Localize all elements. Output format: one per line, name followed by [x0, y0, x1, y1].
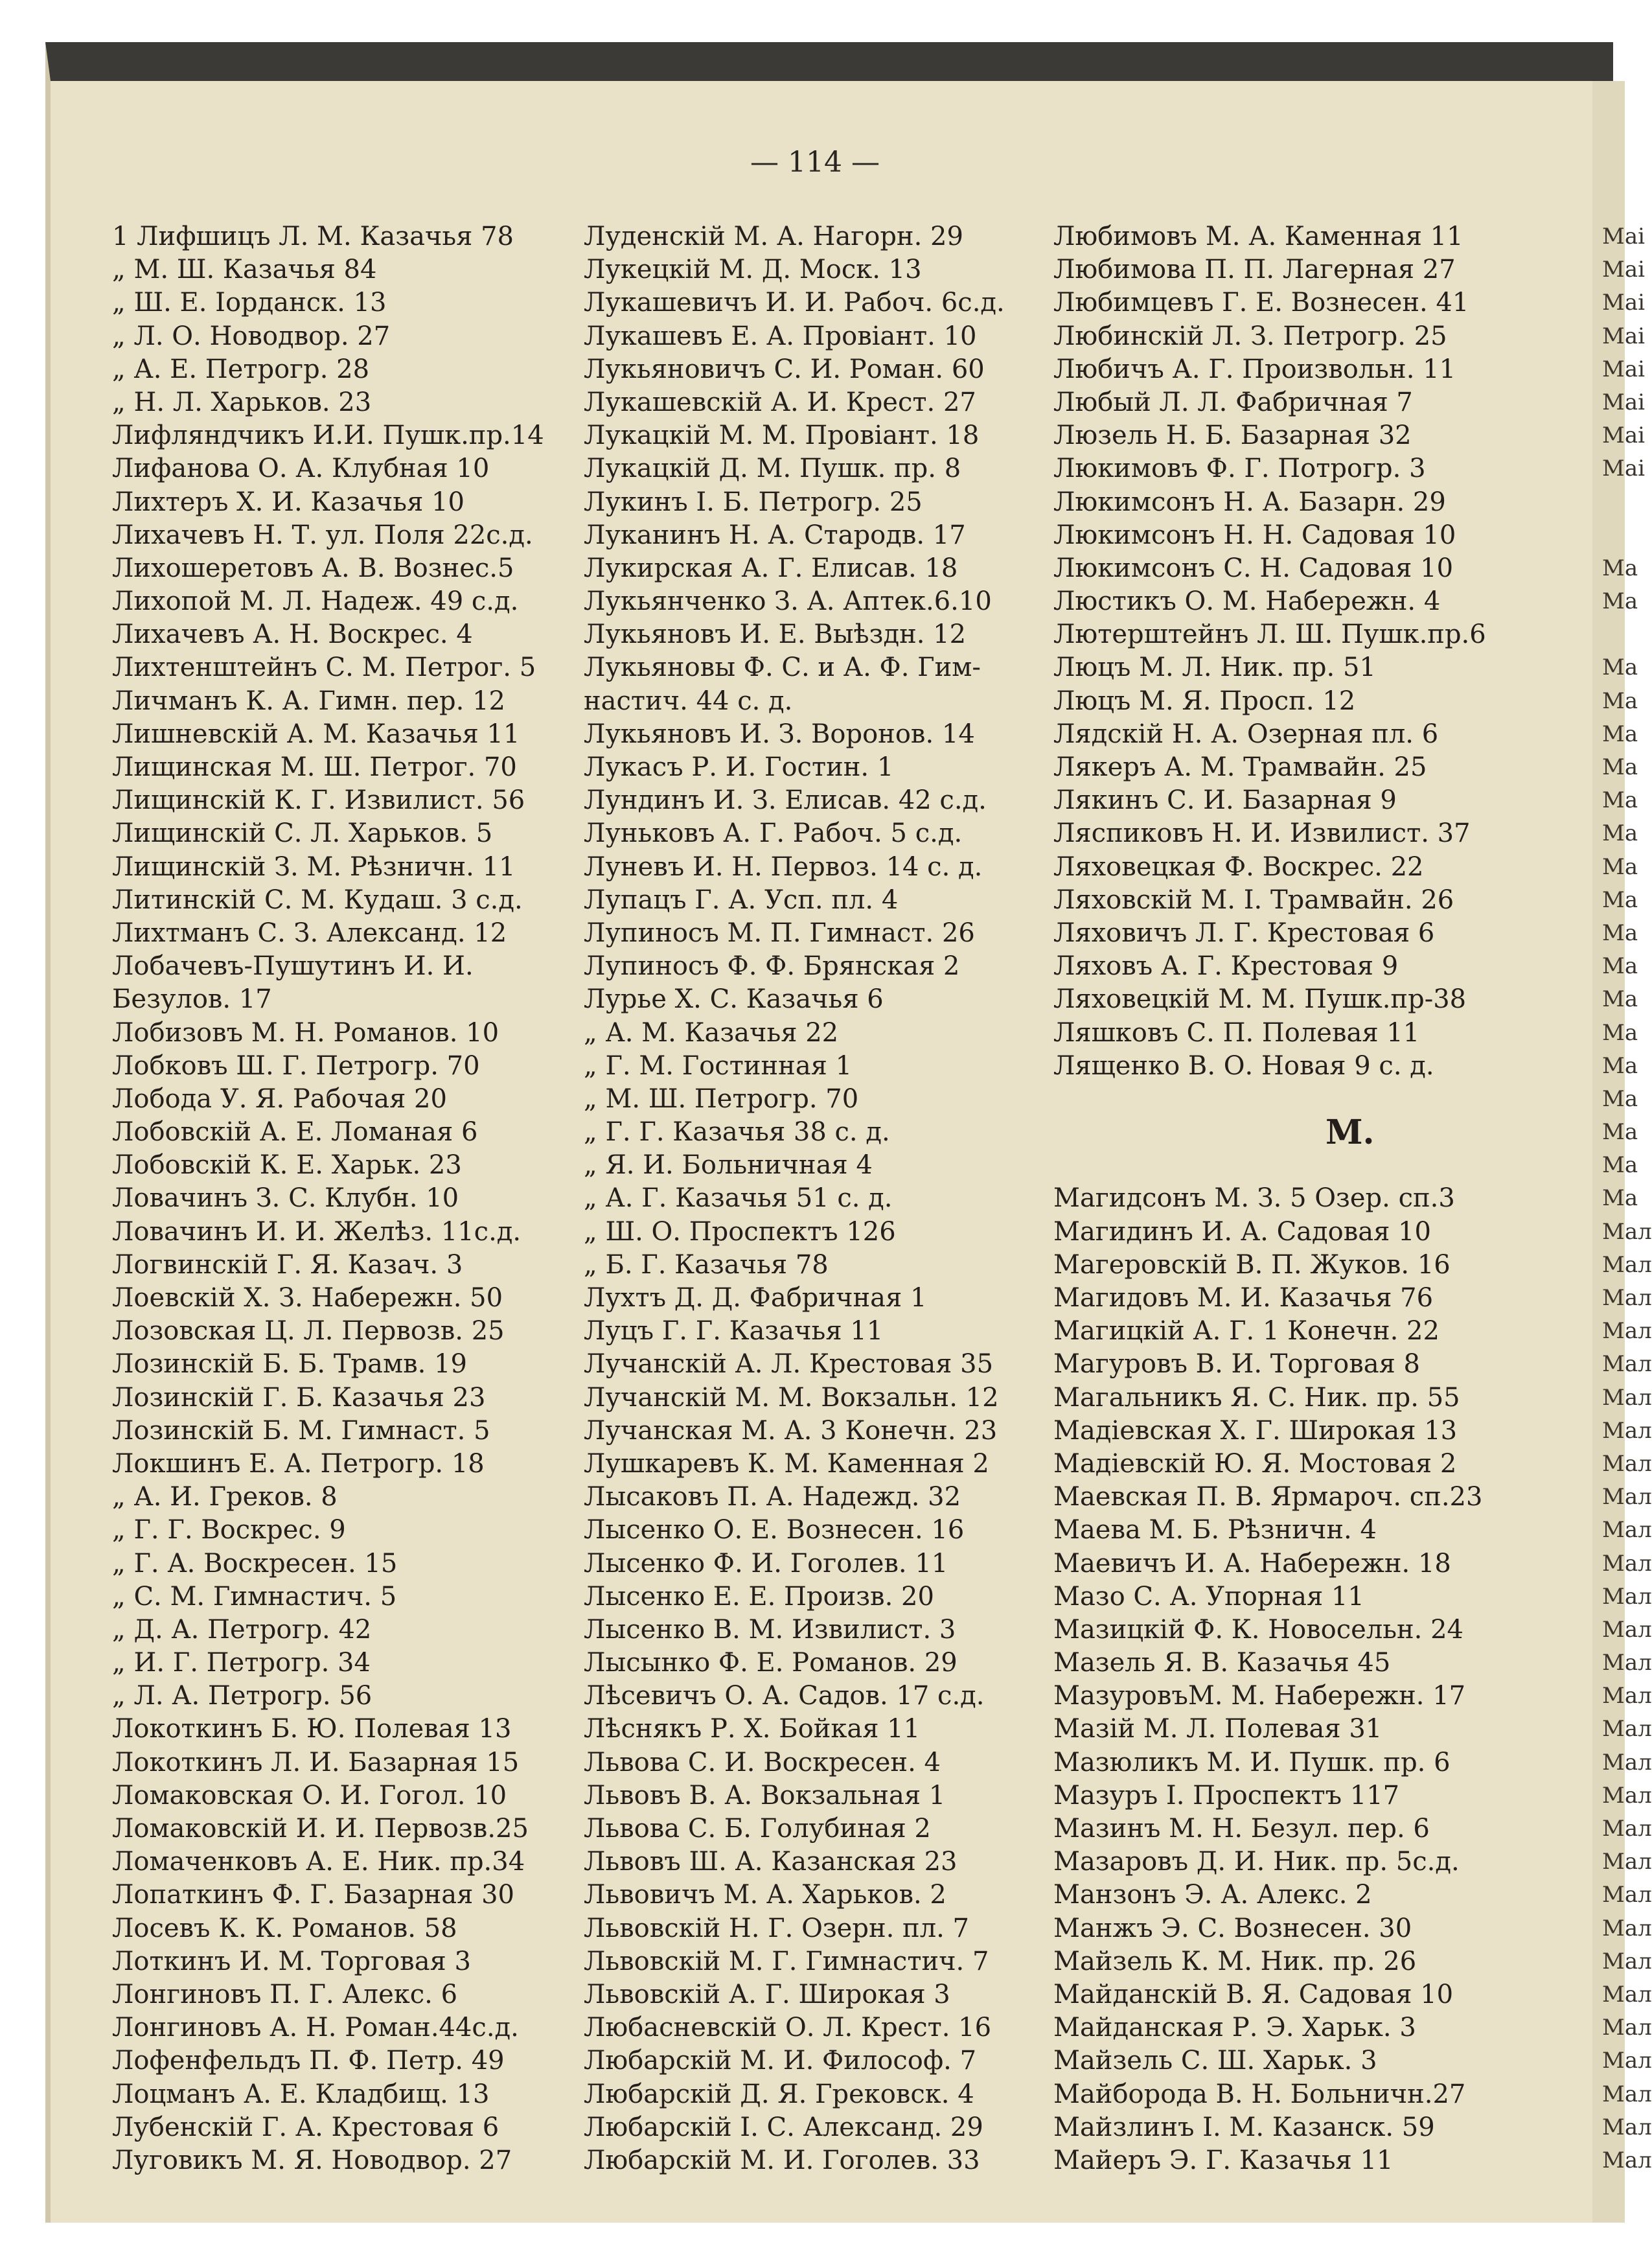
directory-entry: Ма [1602, 754, 1638, 780]
directory-entry: Лищинскій С. Л. Харьков. 5 [112, 818, 493, 849]
directory-entry: Львова С. Б. Голубиная 2 [584, 1814, 931, 1844]
directory-page [45, 42, 1652, 2223]
directory-entry: Магидсонъ М. З. 5 Озер. сп.3 [1053, 1183, 1455, 1214]
directory-entry: „ Н. Л. Харьков. 23 [112, 387, 372, 417]
directory-entry: „ А. Е. Петрогр. 28 [112, 354, 370, 384]
directory-entry: Лысенко В. М. Извилист. 3 [584, 1614, 956, 1645]
directory-entry: Ма [1602, 787, 1638, 814]
directory-entry: Люзель Н. Б. Базарная 32 [1053, 421, 1412, 451]
directory-entry: Мазуръ І. Проспектъ 117 [1053, 1780, 1400, 1811]
directory-entry: Ляховецкій М. М. Пушк.пр-38 [1053, 984, 1467, 1015]
directory-entry: Лякеръ А. М. Трамвайн. 25 [1053, 752, 1427, 782]
section-header: М. [1325, 1113, 1375, 1153]
directory-entry: Мал [1602, 1981, 1652, 2008]
directory-entry: Майеръ Э. Г. Казачья 11 [1053, 2145, 1394, 2175]
directory-entry: Лоткинъ И. М. Торговая 3 [112, 1946, 471, 1976]
directory-entry: Луцъ Г. Г. Казачья 11 [584, 1316, 884, 1347]
directory-entry: Луканинъ Н. А. Стародв. 17 [584, 520, 966, 550]
directory-entry: Лонгиновъ А. Н. Роман.44с.д. [112, 2013, 519, 2043]
directory-entry: Мал [1602, 1384, 1652, 1411]
directory-entry: Люстикъ О. М. Набережн. 4 [1053, 586, 1441, 617]
directory-entry: Лупиносъ Ф. Ф. Брянская 2 [584, 951, 960, 982]
directory-entry: Лукасъ Р. И. Гостин. 1 [584, 752, 894, 782]
directory-entry: Логвинскій Г. Я. Казач. 3 [112, 1249, 463, 1280]
directory-entry: Мазаровъ Д. И. Ник. пр. 5с.д. [1053, 1847, 1460, 1877]
directory-entry: Любарскій І. С. Александ. 29 [584, 2112, 983, 2142]
directory-entry: Ломаченковъ А. Е. Ник. пр.34 [112, 1847, 525, 1877]
directory-entry: Маева М. Б. Рѣзничн. 4 [1053, 1515, 1377, 1545]
directory-entry: Маі [1602, 389, 1645, 415]
directory-entry: Лозинскій Г. Б. Казачья 23 [112, 1382, 486, 1413]
directory-entry: Безулов. 17 [112, 984, 272, 1015]
directory-entry: Люкимсонъ Н. А. Базарн. 29 [1053, 487, 1446, 517]
directory-entry: Ляспиковъ Н. И. Извилист. 37 [1053, 818, 1471, 849]
directory-entry: Мал [1602, 1816, 1652, 1842]
directory-entry: Львовъ Ш. А. Казанская 23 [584, 1847, 958, 1877]
directory-entry: Ляховецкая Ф. Воскрес. 22 [1053, 851, 1424, 882]
directory-entry: Ловачинъ И. И. Желѣз. 11с.д. [112, 1216, 522, 1247]
directory-entry: „ А. Г. Казачья 51 с. д. [584, 1183, 893, 1214]
directory-entry: Лучанскій М. М. Вокзальн. 12 [584, 1382, 999, 1413]
directory-entry: Люцъ М. Л. Ник. пр. 51 [1053, 653, 1376, 683]
directory-entry: Лукьяновъ И. Е. Выѣздн. 12 [584, 619, 967, 650]
directory-entry: „ Г. Г. Воскрес. 9 [112, 1515, 346, 1545]
column-3 [1053, 220, 1486, 2177]
directory-entry: Маі [1602, 356, 1645, 382]
directory-entry: Лофенфельдъ П. Ф. Петр. 49 [112, 2046, 505, 2076]
directory-entry: Мал [1602, 1616, 1652, 1643]
directory-entry: Литинскій С. М. Кудаш. 3 с.д. [112, 885, 523, 915]
column-1 [112, 220, 544, 2177]
directory-entry: Лобковъ Ш. Г. Петрогр. 70 [112, 1050, 480, 1081]
directory-entry: „ И. Г. Петрогр. 34 [112, 1648, 371, 1678]
directory-entry: Лурье Х. С. Казачья 6 [584, 984, 884, 1015]
directory-entry: Люкимсонъ С. Н. Садовая 10 [1053, 553, 1454, 583]
directory-entry: Мал [1602, 1450, 1652, 1477]
directory-entry: Ловачинъ З. С. Клубн. 10 [112, 1183, 459, 1214]
directory-entry: Майданскій В. Я. Садовая 10 [1053, 1979, 1454, 2009]
directory-entry: Маі [1602, 422, 1645, 449]
directory-entry: „ Я. И. Больничная 4 [584, 1150, 873, 1181]
directory-entry: Ломаковскій И. И. Первозв.25 [112, 1814, 529, 1844]
directory-entry: Мал [1602, 1218, 1652, 1245]
directory-entry: Лопаткинъ Ф. Г. Базарная 30 [112, 1880, 514, 1910]
directory-entry: Лучанская М. А. 3 Конечн. 23 [584, 1415, 998, 1446]
directory-entry: Лукинъ І. Б. Петрогр. 25 [584, 487, 923, 517]
directory-entry: Ма [1602, 986, 1638, 1013]
directory-entry: Магеровскій В. П. Жуков. 16 [1053, 1249, 1451, 1280]
directory-entry: Манжъ Э. С. Вознесен. 30 [1053, 1913, 1412, 1943]
directory-entry: Лушкаревъ К. М. Каменная 2 [584, 1448, 989, 1479]
directory-entry: 1 Лифшицъ Л. М. Казачья 78 [112, 222, 514, 251]
directory-entry: Лысенко Е. Е. Произв. 20 [584, 1581, 934, 1612]
directory-entry: Маі [1602, 323, 1645, 349]
directory-entry: Мал [1602, 1782, 1652, 1809]
directory-entry [1602, 618, 1652, 651]
directory-entry: Мазій М. Л. Полевая 31 [1053, 1714, 1382, 1744]
directory-entry: Лысенко Ф. И. Гоголев. 11 [584, 1548, 948, 1579]
directory-entry: Мал [1602, 1650, 1652, 1676]
directory-entry: Манзонъ Э. А. Алекс. 2 [1053, 1880, 1372, 1910]
directory-entry: Любимова П. П. Лагерная 27 [1053, 255, 1456, 285]
directory-entry: Мал [1602, 2015, 1652, 2041]
directory-entry: Маі [1602, 257, 1645, 283]
directory-entry: „ С. М. Гимнастич. 5 [112, 1581, 397, 1612]
directory-entry: Ма [1602, 1085, 1638, 1112]
directory-entry: „ Г. А. Воскресен. 15 [112, 1548, 398, 1579]
directory-entry: Мал [1602, 1251, 1652, 1278]
directory-entry: Ляховичъ Л. Г. Крестовая 6 [1053, 918, 1435, 948]
directory-entry: Мадіевскій Ю. Я. Мостовая 2 [1053, 1448, 1457, 1479]
directory-entry: Лифляндчикъ И.И. Пушк.пр.14 [112, 421, 544, 451]
directory-entry: Ма [1602, 1152, 1638, 1179]
directory-entry: Ломаковская О. И. Гогол. 10 [112, 1780, 507, 1811]
directory-entry: Львовскій Н. Г. Озерн. пл. 7 [584, 1913, 969, 1943]
directory-entry: Лященко В. О. Новая 9 с. д. [1053, 1050, 1434, 1081]
directory-entry: Маевская П. В. Ярмароч. сп.23 [1053, 1482, 1483, 1512]
directory-entry: Мал [1602, 1351, 1652, 1378]
directory-entry: Маевичъ И. А. Набережн. 18 [1053, 1548, 1451, 1579]
directory-entry: Мал [1602, 1550, 1652, 1577]
directory-entry: Мазюликъ М. И. Пушк. пр. 6 [1053, 1747, 1451, 1777]
directory-entry: Мал [1602, 1318, 1652, 1345]
directory-entry: Магуровъ В. И. Торговая 8 [1053, 1349, 1420, 1380]
directory-entry: Ма [1602, 654, 1638, 681]
directory-entry: Лякинъ С. И. Базарная 9 [1053, 785, 1397, 816]
directory-entry: Майборода В. Н. Больничн.27 [1053, 2079, 1466, 2109]
directory-entry: Лозовская Ц. Л. Первозв. 25 [112, 1316, 505, 1347]
directory-entry: Локоткинъ Л. И. Базарная 15 [112, 1747, 520, 1777]
directory-entry: Лобовскій А. Е. Ломаная 6 [112, 1117, 478, 1148]
directory-entry: „ М. Ш. Казачья 84 [112, 255, 377, 285]
directory-entry: Мал [1602, 1285, 1652, 1311]
directory-entry: Ма [1602, 555, 1638, 581]
directory-entry: Любарскій Д. Я. Грековск. 4 [584, 2079, 974, 2109]
directory-entry: Лонгиновъ П. Г. Алекс. 6 [112, 1979, 458, 2009]
directory-entry: Любимцевъ Г. Е. Вознесен. 41 [1053, 288, 1469, 318]
directory-entry: „ Ш. Е. Іорданск. 13 [112, 288, 387, 318]
directory-entry: Лундинъ И. З. Елисав. 42 с.д. [584, 785, 987, 816]
directory-entry: Лѣсевичъ О. А. Садов. 17 с.д. [584, 1681, 985, 1711]
directory-entry: Луденскій М. А. Нагорн. 29 [584, 222, 963, 251]
directory-entry: Мал [1602, 1716, 1652, 1742]
directory-entry: Люкимовъ Ф. Г. Потрогр. 3 [1053, 454, 1426, 484]
directory-entry: Ляховскій М. І. Трамвайн. 26 [1053, 885, 1454, 915]
directory-entry: Лоцманъ А. Е. Кладбищ. 13 [112, 2079, 490, 2109]
directory-entry: Лихопой М. Л. Надеж. 49 с.д. [112, 586, 519, 617]
directory-entry: „ Г. Г. Казачья 38 с. д. [584, 1117, 890, 1148]
directory-entry: „ А. И. Греков. 8 [112, 1482, 338, 1512]
directory-entry: Лукашевъ Е. А. Провіант. 10 [584, 321, 977, 351]
directory-entry [1053, 1149, 1486, 1182]
directory-entry: Личманъ К. А. Гимн. пер. 12 [112, 686, 505, 716]
directory-entry: Лукашевскій А. И. Крест. 27 [584, 387, 976, 417]
directory-entry: Лукьяновы Ф. С. и А. Ф. Гим- [584, 653, 981, 683]
directory-entry: Лишневскій А. М. Казачья 11 [112, 719, 520, 749]
directory-entry: Мал [1602, 1915, 1652, 1941]
directory-entry: Маі [1602, 456, 1645, 482]
directory-entry: Мал [1602, 1882, 1652, 1908]
directory-entry: Ма [1602, 1019, 1638, 1046]
directory-entry: Мазель Я. В. Казачья 45 [1053, 1648, 1391, 1678]
directory-entry: Лукьяновъ И. З. Воронов. 14 [584, 719, 975, 749]
directory-entry [1053, 1083, 1486, 1116]
directory-entry: Львовскій А. Г. Широкая 3 [584, 1979, 950, 2009]
directory-entry: Луговикъ М. Я. Новодвор. 27 [112, 2145, 512, 2175]
directory-entry: Лифанова О. А. Клубная 10 [112, 454, 490, 484]
directory-entry: Ма [1602, 588, 1638, 615]
directory-entry: „ А. М. Казачья 22 [584, 1017, 839, 1048]
directory-entry: Лысенко О. Е. Вознесен. 16 [584, 1515, 965, 1545]
directory-entry: Мазицкій Ф. К. Новосельн. 24 [1053, 1614, 1464, 1645]
directory-entry: „ М. Ш. Петрогр. 70 [584, 1083, 859, 1114]
directory-entry: Мал [1602, 1849, 1652, 1875]
directory-entry: Люкимсонъ Н. Н. Садовая 10 [1053, 520, 1456, 550]
directory-entry: Ма [1602, 1185, 1638, 1212]
directory-entry: Лядскій Н. А. Озерная пл. 6 [1053, 719, 1439, 749]
directory-entry: Ляховъ А. Г. Крестовая 9 [1053, 951, 1399, 982]
directory-entry: Магальникъ Я. С. Ник. пр. 55 [1053, 1382, 1460, 1413]
directory-entry: Любасневскій О. Л. Крест. 16 [584, 2013, 992, 2043]
directory-entry: Майзель К. М. Ник. пр. 26 [1053, 1946, 1417, 1976]
page-number: — 114 — [750, 146, 880, 179]
directory-entry: Мазинъ М. Н. Безул. пер. 6 [1053, 1814, 1430, 1844]
directory-entry: Любинскій Л. З. Петрогр. 25 [1053, 321, 1447, 351]
directory-entry: Львовъ В. А. Вокзальная 1 [584, 1780, 946, 1811]
directory-entry: Лищинскій З. М. Рѣзничн. 11 [112, 851, 516, 882]
directory-entry: „ Ш. О. Проспектъ 126 [584, 1216, 896, 1247]
directory-entry: „ Л. А. Петрогр. 56 [112, 1681, 373, 1711]
directory-entry: Любичъ А. Г. Произвольн. 11 [1053, 354, 1456, 384]
directory-entry: Луньковъ А. Г. Рабоч. 5 с.д. [584, 818, 963, 849]
directory-entry: Лобизовъ М. Н. Романов. 10 [112, 1017, 499, 1048]
column-4-cropped [1602, 220, 1652, 2177]
directory-entry: Львовскій М. Г. Гимнастич. 7 [584, 1946, 989, 1976]
directory-entry: Мал [1602, 1749, 1652, 1776]
directory-entry: Лищинскій К. Г. Извилист. 56 [112, 785, 525, 816]
directory-entry: Лубенскій Г. А. Крестовая 6 [112, 2112, 499, 2142]
directory-entry: МазуровъМ. М. Набережн. 17 [1053, 1681, 1466, 1711]
directory-entry: Магидовъ М. И. Казачья 76 [1053, 1283, 1434, 1313]
directory-entry: Лукирская А. Г. Елисав. 18 [584, 553, 958, 583]
directory-entry: Магидинъ И. А. Садовая 10 [1053, 1216, 1431, 1247]
directory-entry: Лучанскій А. Л. Крестовая 35 [584, 1349, 994, 1380]
directory-entry: Лысаковъ П. А. Надежд. 32 [584, 1482, 961, 1512]
directory-entry: Лукецкій М. Д. Моск. 13 [584, 255, 922, 285]
directory-entry: Ма [1602, 820, 1638, 847]
directory-entry: Мал [1602, 1683, 1652, 1709]
directory-entry: Лукьянченко З. А. Аптек.6.10 [584, 586, 992, 617]
directory-entry [1602, 519, 1652, 552]
directory-entry: Лозинскій Б. М. Гимнаст. 5 [112, 1415, 490, 1446]
directory-entry: Лукашевичъ И. И. Рабоч. 6с.д. [584, 288, 1005, 318]
directory-entry: Ляшковъ С. П. Полевая 11 [1053, 1017, 1420, 1048]
directory-entry: Магицкій А. Г. 1 Конечн. 22 [1053, 1316, 1440, 1347]
directory-entry: „ Б. Г. Казачья 78 [584, 1249, 829, 1280]
directory-entry: Лухтъ Д. Д. Фабричная 1 [584, 1283, 927, 1313]
directory-entry: Ма [1602, 1119, 1638, 1146]
directory-entry: Ма [1602, 853, 1638, 880]
directory-entry: Мал [1602, 1484, 1652, 1510]
directory-entry: Мал [1602, 1417, 1652, 1444]
directory-entry: Лукацкій М. М. Провіант. 18 [584, 421, 980, 451]
directory-entry: Локоткинъ Б. Ю. Полевая 13 [112, 1714, 512, 1744]
directory-entry: Люцъ М. Я. Просп. 12 [1053, 686, 1356, 716]
directory-entry: Мал [1602, 2081, 1652, 2107]
directory-entry: Лукацкій Д. М. Пушк. пр. 8 [584, 454, 961, 484]
directory-entry: Майзлинъ І. М. Казанск. 59 [1053, 2112, 1435, 2142]
directory-entry: Лукьяновичъ С. И. Роман. 60 [584, 354, 985, 384]
directory-entry: Ма [1602, 953, 1638, 980]
directory-entry: Лозинскій Б. Б. Трамв. 19 [112, 1349, 467, 1380]
directory-entry: Лобовскій К. Е. Харьк. 23 [112, 1150, 462, 1181]
directory-entry: „ Л. О. Новодвор. 27 [112, 321, 391, 351]
directory-entry: Лысынко Ф. Е. Романов. 29 [584, 1648, 958, 1678]
directory-entry: Мал [1602, 1948, 1652, 1974]
column-2 [584, 220, 1005, 2177]
directory-entry: Любый Л. Л. Фабричная 7 [1053, 387, 1413, 417]
directory-entry: Лихтенштейнъ С. М. Петрог. 5 [112, 653, 536, 683]
directory-entry: Ма [1602, 920, 1638, 946]
directory-entry: Мадіевская Х. Г. Широкая 13 [1053, 1415, 1458, 1446]
directory-entry: Маі [1602, 224, 1645, 249]
directory-entry: Лѣснякъ Р. Х. Бойкая 11 [584, 1714, 921, 1744]
directory-entry: „ Г. М. Гостинная 1 [584, 1050, 853, 1081]
directory-entry: Львова С. И. Воскресен. 4 [584, 1747, 941, 1777]
directory-entry: Лихтеръ Х. И. Казачья 10 [112, 487, 465, 517]
directory-entry: настич. 44 с. д. [584, 686, 793, 716]
directory-entry: Лоевскій Х. З. Набережн. 50 [112, 1283, 503, 1313]
directory-entry: Лихошеретовъ А. В. Вознес.5 [112, 553, 514, 583]
directory-entry: Лупацъ Г. А. Усп. пл. 4 [584, 885, 899, 915]
directory-entry: Любарскій М. И. Гоголев. 33 [584, 2145, 980, 2175]
directory-entry: Лобода У. Я. Рабочая 20 [112, 1083, 447, 1114]
directory-entry: Мал [1602, 2114, 1652, 2140]
directory-entry: Мал [1602, 2048, 1652, 2074]
directory-entry: Мал [1602, 1583, 1652, 1610]
directory-entry: Лупиносъ М. П. Гимнаст. 26 [584, 918, 975, 948]
directory-entry: Мал [1602, 1517, 1652, 1544]
directory-entry: Локшинъ Е. А. Петрогр. 18 [112, 1448, 485, 1479]
directory-entry: „ Д. А. Петрогр. 42 [112, 1614, 372, 1645]
directory-entry: Любимовъ М. А. Каменная 11 [1053, 222, 1463, 251]
directory-entry [1602, 486, 1652, 519]
directory-entry: Львовичъ М. А. Харьков. 2 [584, 1880, 946, 1910]
directory-entry: Лихачевъ Н. Т. ул. Поля 22с.д. [112, 520, 533, 550]
directory-entry: Луневъ И. Н. Первоз. 14 с. д. [584, 851, 983, 882]
directory-entry: Мазо С. А. Упорная 11 [1053, 1581, 1364, 1612]
directory-entry: Ма [1602, 886, 1638, 913]
directory-entry: Мал [1602, 2147, 1652, 2173]
directory-entry: Ма [1602, 688, 1638, 714]
directory-entry: Лищинская М. Ш. Петрог. 70 [112, 752, 517, 782]
directory-entry: Ма [1602, 721, 1638, 747]
directory-entry: Майзель С. Ш. Харьк. 3 [1053, 2046, 1377, 2076]
directory-entry: Майданская Р. Э. Харьк. 3 [1053, 2013, 1416, 2043]
directory-entry: Лобачевъ-Пушутинъ И. И. [112, 951, 474, 982]
directory-entry: Любарскій М. И. Философ. 7 [584, 2046, 977, 2076]
directory-entry: Лютерштейнъ Л. Ш. Пушк.пр.6 [1053, 619, 1486, 650]
directory-entry: Лихтманъ С. З. Александ. 12 [112, 918, 507, 948]
directory-entry: Маі [1602, 290, 1645, 316]
directory-entry: Ма [1602, 1052, 1638, 1079]
directory-entry: Лосевъ К. К. Романов. 58 [112, 1913, 457, 1943]
directory-entry: Лихачевъ А. Н. Воскрес. 4 [112, 619, 473, 650]
